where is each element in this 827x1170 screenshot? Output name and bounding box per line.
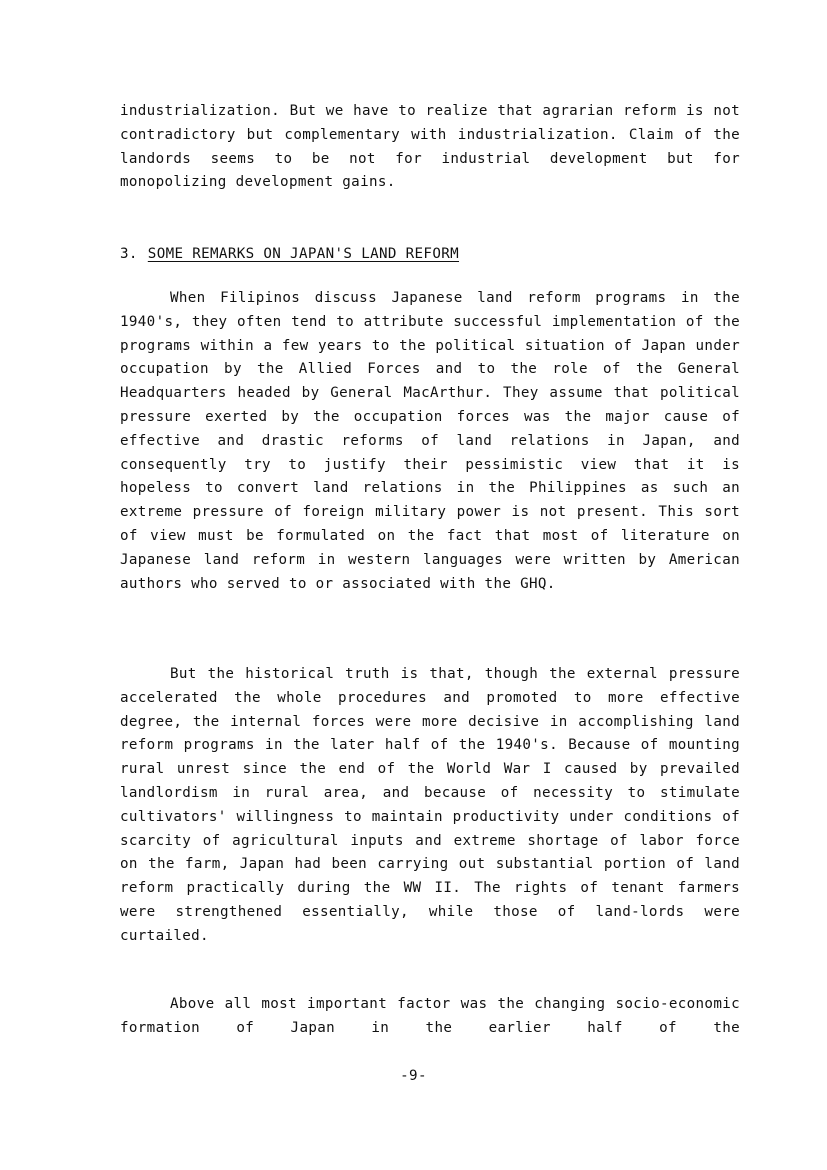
section-heading bbox=[120, 243, 459, 267]
section-title: SOME REMARKS ON JAPAN'S LAND REFORM bbox=[147, 246, 460, 262]
section-number: 3. bbox=[120, 246, 138, 262]
intro-paragraph: industrialization. But we have to realize that agrarian reform is not contradictory but complementary with industrialization. Claim of the landords seems to be not for industrial development but for monopolizing development gains. bbox=[120, 103, 740, 191]
body-paragraph-3: Above all most important factor was the changing socio-economic formation of Japan in the earlier half of the bbox=[120, 996, 740, 1036]
body-paragraph-1: When Filipinos discuss Japanese land reform programs in the 1940's, they often tend to attribute successful implementation of the programs within a few years to the political situation of Japan under occupation by the Allied Forces and to the role of the General Headquarters headed by General MacArthur. They assume that political pressure exerted by the occupation forces was the major cause of effective and drastic reforms of land relations in Japan, and consequently try to justify their pessimistic view that it is hopeless to convert land relations in the Philippines as such an extreme pressure of foreign military power is not present. This sort of view must be formulated on the fact that most of literature on Japanese land reform in western languages were written by American authors who served to or associated with the GHQ. bbox=[120, 290, 740, 592]
body-paragraph-2: But the historical truth is that, though the external pressure accelerated the whole procedures and promoted to more effective degree, the internal forces were more decisive in accomplishing land reform programs in the later half of the 1940's. Because of mounting rural unrest since the end of the World War I caused by prevailed landlordism in rural area, and because of necessity to stimulate cultivators' willingness to maintain productivity under conditions of scarcity of agricultural inputs and extreme shortage of labor force on the farm, Japan had been carrying out substantial portion of land reform practically during the WW II. The rights of tenant farmers were strengthened essentially, while those of land-lords were curtailed. bbox=[120, 666, 740, 944]
page-number: -9- bbox=[400, 1068, 427, 1084]
